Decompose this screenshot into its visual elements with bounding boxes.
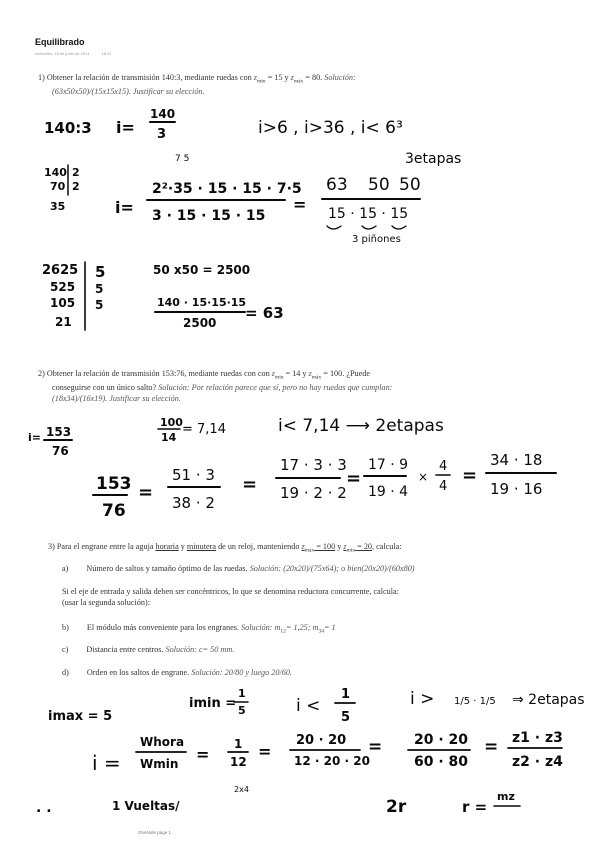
- svg-text:12: 12: [230, 755, 247, 769]
- hw1-ratio: 140:3: [44, 119, 92, 137]
- hw1-expr-num: 2²·35 · 15 · 15 · 7·5: [152, 181, 302, 197]
- hw2-i: i=: [28, 431, 41, 444]
- svg-text:525: 525: [50, 280, 76, 294]
- hw1-frac2-num: 140 · 15·15·15: [157, 296, 247, 309]
- hw2-approx-num: 100: [160, 416, 183, 429]
- hw3-f3-num: 20 · 20: [414, 732, 469, 748]
- hw2-chain-3-num: 17 · 9: [368, 457, 409, 473]
- hw1-result-50a: 50: [368, 175, 390, 195]
- hw3-bottom-frac: mz: [497, 790, 515, 803]
- hw3-f4-num: z1 · z3: [512, 730, 563, 746]
- svg-text:1: 1: [238, 687, 246, 700]
- hw3-cond2-val: 1/5 · 1/5: [454, 696, 496, 707]
- svg-text:2625: 2625: [42, 263, 79, 278]
- hw1-conditions: i>6 , i>36 , i< 6³: [258, 118, 403, 138]
- page-time: 18:11: [101, 51, 112, 56]
- hw3-w-num: Whora: [140, 735, 185, 749]
- hw2-condition: i< 7,14 ⟶ 2etapas: [278, 416, 444, 436]
- svg-text:5: 5: [95, 298, 104, 312]
- hw3-f2-num: 20 · 20: [296, 733, 347, 748]
- hw2-chain-0-num: 153: [96, 474, 132, 494]
- problem-3a: a) Número de saltos y tamaño óptimo de las ruedas. Solución: (20x20)/(75x64); o bien(20x20)/(60x80): [62, 564, 415, 573]
- svg-text:5: 5: [341, 710, 351, 725]
- problem-3d: d) Orden en los saltos de engrane. Solución: 20/80 y luego 20/60.: [62, 668, 292, 677]
- hw3-bottom-left: . .: [36, 800, 52, 816]
- svg-text:=: =: [484, 737, 499, 757]
- problem-3-note: Si el eje de entrada y salida deben ser concéntricos, lo que se denomina reductora concurrente, calcula: (usar la segunda solución):: [62, 587, 399, 607]
- hw3-imax: imax = 5: [48, 709, 113, 724]
- hw3-bottom-vueltas: 1 Vueltas/: [112, 799, 180, 813]
- hw2-approx-den: 14: [161, 431, 177, 444]
- svg-text:=: =: [368, 737, 383, 757]
- hw2-approx-val: = 7,14: [182, 422, 226, 437]
- svg-text:105: 105: [50, 296, 76, 310]
- hw2-chain-2-num: 17 · 3 · 3: [280, 456, 347, 474]
- hw3-f2-den: 12 · 20 · 20: [294, 754, 370, 768]
- hw3-bottom-2r: 2r: [386, 797, 407, 817]
- hw3-i: i =: [92, 751, 121, 775]
- hw2-frac-num: 153: [46, 425, 72, 439]
- hw3-w-den: Wmin: [140, 757, 179, 771]
- hw3-imin: imin =: [189, 696, 237, 711]
- hw1-result-63: 63: [326, 175, 348, 195]
- svg-text:=: =: [462, 465, 478, 486]
- hw2-chain-4-den: 4: [439, 479, 448, 494]
- hw1-frac-den: 3: [157, 127, 167, 142]
- hw2-chain-0-den: 76: [102, 501, 126, 521]
- svg-text:140: 140: [44, 166, 67, 179]
- svg-text:=: =: [196, 745, 210, 764]
- hw1-superscript: 7 5: [175, 154, 190, 164]
- hw2-frac-den: 76: [52, 444, 69, 458]
- hw1-pinions: 3 piñones: [352, 234, 401, 245]
- svg-text:5: 5: [238, 704, 246, 717]
- hw2-chain-1-den: 38 · 2: [172, 494, 215, 512]
- svg-text:2: 2: [72, 166, 80, 179]
- hw2-chain-1-num: 51 · 3: [172, 466, 215, 484]
- page-date: miércoles, 18 de junio de 2014 18:11: [35, 51, 112, 56]
- svg-text:1: 1: [341, 687, 351, 702]
- svg-text:35: 35: [50, 200, 66, 213]
- svg-text:=: =: [242, 474, 258, 495]
- hw2-chain-3-den: 19 · 4: [368, 484, 409, 500]
- hw1-stages: 3etapas: [405, 151, 462, 167]
- hw1-factor-table-2: [42, 262, 105, 330]
- svg-text:×: ×: [418, 470, 429, 484]
- problem-1-text: 1) Obtener la relación de transmisión 140:3, mediante ruedas con $z_{min} = 15$ y $z_{máx} = 80$. Solución: (63x50x50)/(15x15x15). Justificar su elección.: [38, 73, 356, 97]
- hw1-result-den: 15 · 15 · 15: [328, 206, 409, 222]
- hw1-i-2: i=: [115, 198, 134, 217]
- problem-3b: b) El módulo más conveniente para los engranes. Solución: $m_{12}= 1,25$; $m_{34}= 1$: [62, 623, 336, 635]
- problem-2-text: 2) Obtener la relación de transmisión 153:76, mediante ruedas con con $z_{min} = 14$ y $z_{máx} = 100$. ¿Puede conseguirse con un único salto? Solución: Por relación parece que sí, pero no hay ruedas que cumplan: (18x34)/(16x19). Justificar su elección.: [38, 369, 393, 403]
- hw1-frac2-den: 2500: [183, 316, 217, 330]
- hw1-i: i=: [116, 118, 135, 137]
- problem-3-text: 3) Para el engrane entre la aguja horaria y minutera de un reloj, manteniendo $z_{max} = 100$ y $z_{min} = 20$, calcula:: [48, 542, 402, 554]
- hw2-chain-5-den: 19 · 16: [490, 480, 543, 498]
- svg-text:=: =: [346, 468, 362, 489]
- hw1-expr-den: 3 · 15 · 15 · 15: [152, 208, 266, 224]
- hw1-result-50b: 50: [399, 175, 421, 195]
- svg-text:70: 70: [50, 180, 66, 193]
- hw1-eq: =: [293, 195, 307, 214]
- hw1-frac2-result: = 63: [245, 304, 284, 322]
- hw1-product: 50 x50 = 2500: [153, 263, 251, 277]
- hw2-chain-2-den: 19 · 2 · 2: [280, 484, 347, 502]
- hw3-cond1: i <: [296, 696, 321, 716]
- hw3-f4-den: z2 · z4: [512, 754, 563, 770]
- svg-text:1: 1: [234, 737, 243, 751]
- svg-text:2: 2: [72, 180, 80, 193]
- svg-text:21: 21: [55, 315, 72, 329]
- hw3-cond2: i >: [410, 689, 435, 709]
- svg-text:5: 5: [95, 263, 106, 281]
- svg-text:=: =: [258, 742, 272, 761]
- problem-3c: c) Distancia entre centros. Solución: c= 50 mm.: [62, 645, 235, 654]
- svg-text:5: 5: [95, 282, 104, 296]
- hw2-chain-5-num: 34 · 18: [490, 451, 543, 469]
- hw3-bottom-r: r =: [462, 798, 488, 816]
- hw3-mark: 2x4: [234, 785, 249, 794]
- hw3-f3-den: 60 · 80: [414, 754, 469, 770]
- page-title: Equilibrado: [35, 37, 85, 47]
- page-footer: OneNote page 1: [138, 830, 172, 835]
- hw1-frac-num: 140: [150, 107, 176, 121]
- hw2-chain-4-num: 4: [439, 459, 448, 474]
- hw3-stages: ⇒ 2etapas: [512, 692, 585, 708]
- svg-text:=: =: [138, 482, 154, 503]
- hw1-factor-table: [44, 165, 80, 213]
